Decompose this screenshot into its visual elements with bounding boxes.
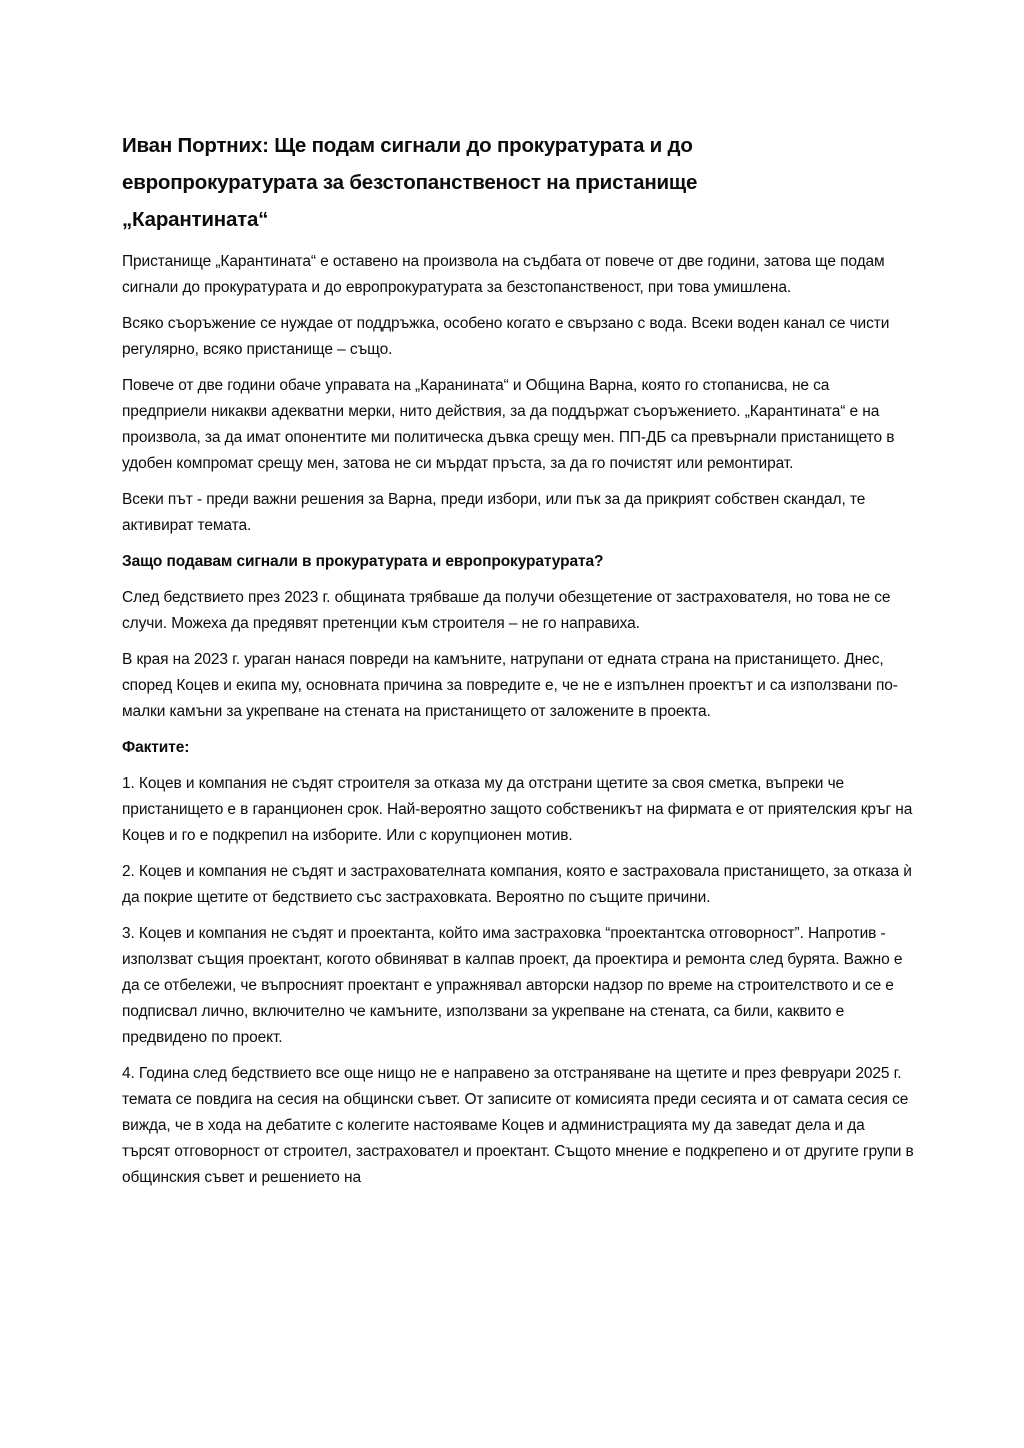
fact-item-1: 1. Коцев и компания не съдят строителя за отказа му да отстрани щетите за своя сметка, въпреки че пристанището е в гаранционен срок. Най-вероятно защото собственикът на фирмата е от приятелския кръг на Коцев и го е подкрепил на изборите. Или с корупционен мотив.	[122, 775, 913, 844]
section-heading-why-signals: Защо подавам сигнали в прокуратурата и европрокуратурата?	[122, 553, 604, 570]
title-line-3: „Карантината“	[122, 208, 269, 231]
document-title	[122, 127, 914, 238]
title-line-2: европрокуратурата за безстопанственост на пристанище	[122, 171, 698, 194]
fact-item-3: 3. Коцев и компания не съдят и проектанта, който има застраховка “проектантска отговорност”. Напротив - използват същия проектант, когото обвиняват в калпав проект, да проектира и ремонта след бурята. Важно е да се отбележи, че въпросният проектант е упражнявал авторски надзор по време на строителството и се е подписвал лично, включително че камъните, използвани за укрепване на стената, са били, каквито е предвидено по проект.	[122, 925, 903, 1046]
paragraph-intro: Пристанище „Карантината“ е оставено на произвола на съдбата от повече от две години, затова ще подам сигнали до прокуратурата и до европрокуратурата за безстопанственост, при това умишлена.	[122, 253, 885, 296]
paragraph-hurricane: В края на 2023 г. ураган нанася повреди на камъните, натрупани от едната страна на пристанището. Днес, според Коцев и екипа му, основната причина за повредите е, че не е изпълнен проектът и са използвани по-малки камъни за укрепване на стената на пристанището от заложените в проекта.	[122, 651, 898, 720]
paragraph-two-years: Повече от две години обаче управата на „Каранината“ и Община Варна, която го стопанисва, не са предприели никакви адекватни мерки, нито действия, за да поддържат съоръжението. „Карантината“ е на произвола, за да имат опонентите ми политическа дъвка срещу мен. ПП-ДБ са превърнали пристанището в удобен компромат срещу мен, затова не си мърдат пръста, за да го почистят или ремонтират.	[122, 377, 895, 472]
fact-item-2: 2. Коцев и компания не съдят и застрахователната компания, която е застраховала пристанището, за отказа ѝ да покрие щетите от бедствието със застраховката. Вероятно по същите причини.	[122, 863, 912, 906]
paragraph-every-time: Всеки път - преди важни решения за Варна, преди избори, или пък за да прикрият собствен скандал, те активират темата.	[122, 491, 866, 534]
fact-item-4: 4. Година след бедствието все още нищо не е направено за отстраняване на щетите и през февруари 2025 г. темата се повдига на сесия на общински съвет. От записите от комисията преди сесията и от самата сесия се вижда, че в хода на дебатите с колегите настояваме Коцев и администрацията му да заведат дела и да търсят отговорност от строител, застраховател и проектант. Същото мнение е подкрепено и от другите групи в общинския съвет и решението на	[122, 1065, 914, 1186]
paragraph-after-disaster: След бедствието през 2023 г. общината трябваше да получи обезщетение от застрахователя, но това не се случи. Можеха да предявят претенции към строителя – не го направиха.	[122, 589, 891, 632]
title-line-1: Иван Портних: Ще подам сигнали до прокуратурата и до	[122, 134, 693, 157]
paragraph-maintenance: Всяко съоръжение се нуждае от поддръжка, особено когато е свързано с вода. Всеки воден канал се чисти регулярно, всяко пристанище – също.	[122, 315, 890, 358]
section-heading-facts: Фактите:	[122, 739, 190, 756]
